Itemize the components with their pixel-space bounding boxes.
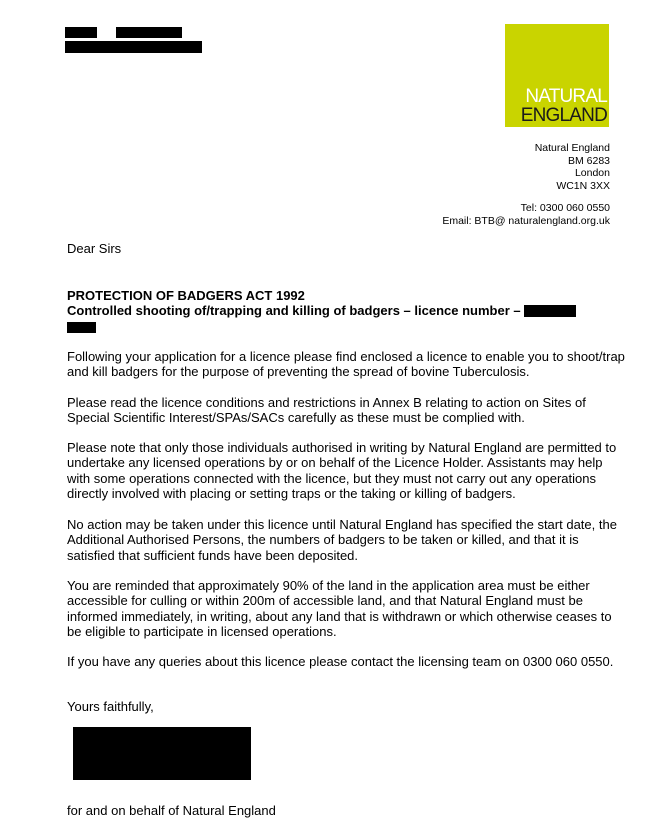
paragraph-no-action: No action may be taken under this licence until Natural England has specified the start date, the Additional Authorised Persons, the numbers of badgers to be taken or killed, and that it is satisfied that sufficient funds have been deposited. — [67, 517, 617, 563]
paragraph-queries: If you have any queries about this licence please contact the licensing team on 0300 060 0550. — [67, 654, 614, 669]
redacted-recipient-name-2 — [116, 27, 182, 38]
closing: Yours faithfully, — [67, 699, 154, 714]
address-line: WC1N 3XX — [556, 179, 610, 192]
paragraph-annex-b: Please read the licence conditions and restrictions in Annex B relating to action on Sites of Special Scientific Interest/SPAs/SACs carefully as these must be complied with. — [67, 395, 586, 426]
email: Email: BTB@ naturalengland.org.uk — [442, 214, 610, 227]
redacted-recipient-address — [65, 41, 202, 53]
paragraph-land-accessibility: You are reminded that approximately 90% of the land in the application area must be either accessible for culling or within 200m of accessible land, and that Natural England must be informed immediately, in writing, about any land that is withdrawn or which otherwise ceases to be eligible to participate in licensed operations. — [67, 578, 612, 640]
heading-subject — [67, 303, 576, 318]
address-line: London — [574, 167, 610, 179]
natural-england-logo — [505, 24, 609, 127]
sender-contact — [442, 202, 610, 227]
redacted-signature — [73, 727, 251, 780]
logo-text-natural: NATURAL — [525, 86, 607, 107]
logo-text-england: ENGLAND — [520, 105, 607, 126]
signoff: for and on behalf of Natural England — [67, 803, 276, 818]
address-line: Natural England — [534, 142, 610, 154]
redacted-licence-number-2 — [67, 322, 96, 333]
heading-subject-continued — [67, 319, 576, 334]
heading-act: PROTECTION OF BADGERS ACT 1992 — [67, 288, 305, 303]
salutation: Dear Sirs — [67, 241, 122, 256]
redacted-recipient-name — [65, 27, 97, 38]
paragraph-licence-enclosed: Following your application for a licence please find enclosed a licence to enable you to shoot/trap and kill badgers for the purpose of preventing the spread of bovine Tuberculosis. — [67, 349, 625, 380]
telephone: Tel: 0300 060 0550 — [520, 202, 610, 214]
letter-heading — [67, 288, 576, 334]
paragraph-authorised-individuals: Please note that only those individuals authorised in writing by Natural England are permitted to undertake any licensed operations by or on behalf of the Licence Holder. Assistants may help with some operations connected with the licence, but they must not carry out any operations directly involved with placing or setting traps or the taking or killing of badgers. — [67, 440, 617, 502]
sender-address — [535, 142, 610, 192]
heading-subject-text: Controlled shooting of/trapping and killing of badgers – licence number – — [67, 303, 521, 319]
redacted-licence-number — [524, 305, 576, 317]
address-line: BM 6283 — [567, 154, 610, 167]
